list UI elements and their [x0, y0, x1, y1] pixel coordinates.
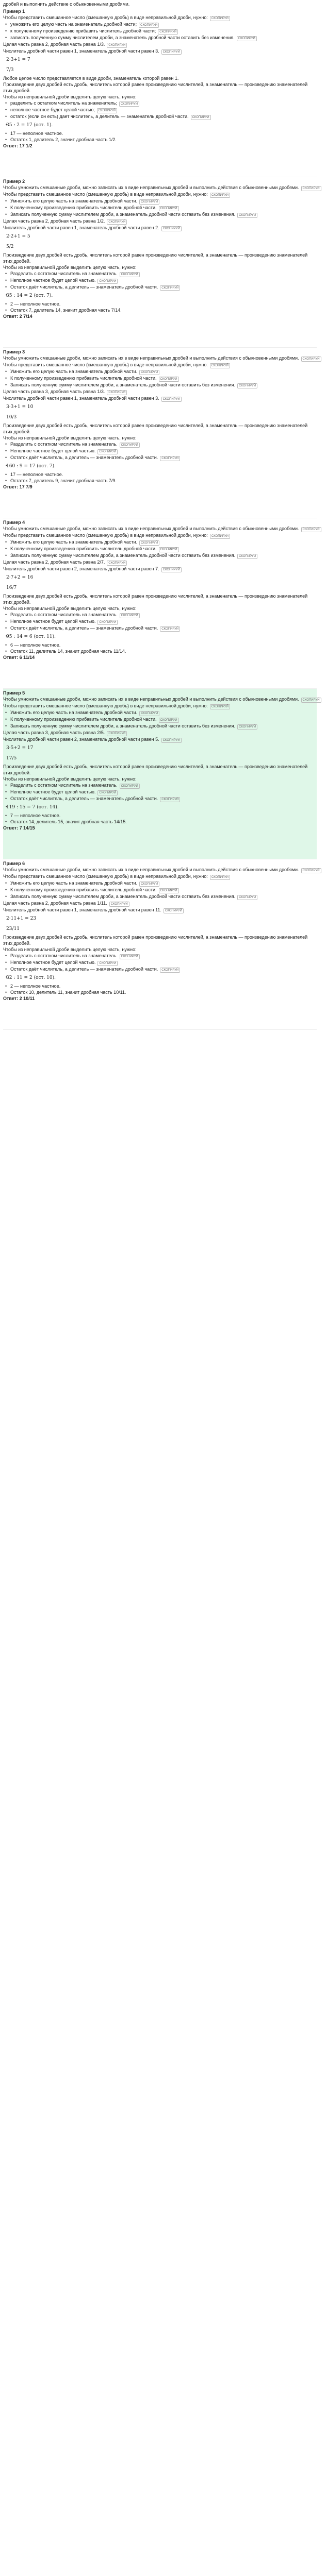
copy-tag[interactable]: СКОПИРУЙ	[97, 790, 118, 795]
frac-rule: Чтобы из неправильной дроби выделить целую часть, нужно:	[3, 776, 137, 782]
example-block	[3, 7, 317, 177]
answer-line: Ответ: 2 10/11	[3, 996, 35, 1001]
copy-tag[interactable]: СКОПИРУЙ	[119, 101, 139, 107]
remainder-line: • Остаток 1, делитель 2, значит дробная часть 1/2.	[3, 137, 317, 143]
frac-step: • Неполное частное будет целой частью. СКОПИРУЙ	[3, 448, 317, 454]
copy-tag[interactable]: СКОПИРУЙ	[237, 383, 257, 388]
frac-step: • разделить с остатком числитель на знаменатель; СКОПИРУЙ	[3, 100, 317, 107]
spacer	[3, 149, 317, 157]
quotient-line: • 7 — неполное частное.	[3, 812, 317, 819]
step-text: Целая часть равна 2, дробная часть равна 1/3. СКОПИРУЙ	[3, 41, 317, 48]
copy-tag[interactable]: СКОПИРУЙ	[120, 613, 140, 618]
copy-tag[interactable]: СКОПИРУЙ	[120, 784, 140, 789]
copy-tag[interactable]: СКОПИРУЙ	[237, 554, 257, 559]
calc-formula: 2·11+1 = 23	[6, 916, 37, 921]
calc-formula: 5/2	[6, 244, 14, 249]
spacer	[3, 165, 317, 174]
mult-rule: Произведение двух дробей есть дробь, числитель которой равен произведению числителей, а знаменатель — произведению знаменателей этих дробей.	[3, 935, 308, 946]
frac-step: • Разделить с остатком числитель на знаменатель. СКОПИРУЙ	[3, 953, 317, 959]
remainder-line: • Остаток 7, делитель 14, значит дробная часть 7/14.	[3, 307, 317, 313]
copy-tag[interactable]: СКОПИРУЙ	[210, 363, 230, 368]
copy-tag[interactable]: СКОПИРУЙ	[210, 16, 230, 21]
copy-tag[interactable]: СКОПИРУЙ	[139, 540, 159, 546]
step-text: • Умножить его целую часть на знаменатель дробной части. СКОПИРУЙ	[3, 709, 317, 716]
spacer	[3, 677, 317, 685]
step-text: Целая часть равна 2, дробная часть равна 1/2. СКОПИРУЙ	[3, 218, 317, 225]
frac-step: • Остаток даёт числитель, а делитель — знаменатель дробной части. СКОПИРУЙ	[3, 966, 317, 973]
frac-step: • Остаток даёт числитель, а делитель — знаменатель дробной части. СКОПИРУЙ	[3, 454, 317, 461]
step-text: • Умножить его целую часть на знаменатель дробной части. СКОПИРУЙ	[3, 198, 317, 205]
remainder-line: • Остаток 14, делитель 15, значит дробная часть 14/15.	[3, 819, 317, 825]
step-text: • Умножить его целую часть на знаменатель дробной части. СКОПИРУЙ	[3, 880, 317, 887]
example-title: Пример 3	[3, 349, 25, 354]
copy-tag[interactable]: СКОПИРУЙ	[164, 908, 184, 913]
calc-formula: 23/11	[6, 926, 20, 931]
answer-line: Ответ: 6 11/14	[3, 655, 35, 660]
copy-tag[interactable]: СКОПИРУЙ	[107, 43, 127, 48]
frac-rule: Чтобы из неправильной дроби выделить целую часть, нужно:	[3, 606, 137, 611]
copy-tag[interactable]: СКОПИРУЙ	[139, 711, 159, 716]
calc-formula: 2·3+1 = 7	[6, 57, 30, 62]
calc-formula: 17/5	[6, 756, 17, 761]
answer-line: Ответ: 2 7/14	[3, 314, 32, 319]
step-text: Числитель дробной части равен 1, знаменатель дробной части равен 2. СКОПИРУЙ	[3, 225, 317, 231]
copy-tag[interactable]: СКОПИРУЙ	[159, 377, 179, 382]
copy-tag[interactable]: СКОПИРУЙ	[97, 279, 118, 284]
frac-step: • Неполное частное будет целой частью. СКОПИРУЙ	[3, 277, 317, 284]
step-text: • записать полученную сумму числителем дроби, а знаменатель дробной части оставить без изменения. СКОПИРУЙ	[3, 35, 317, 41]
step-text: Чтобы представить смешанное число (смешанную дробь) в виде неправильной дроби, нужно: СКОПИРУЙ	[3, 873, 317, 880]
step-text: • К полученному произведению прибавить числитель дробной части. СКОПИРУЙ	[3, 546, 317, 552]
rule-text: Любое целое число представляется в виде дроби, знаменатель которой равен 1.	[3, 76, 179, 81]
step-text: Целая часть равна 3, дробная часть равна 2/5. СКОПИРУЙ	[3, 730, 317, 736]
mult-rule: Произведение двух дробей есть дробь, числитель которой равен произведению числителей, а знаменатель — произведению знаменателей этих дробей.	[3, 423, 308, 434]
step-text: Числитель дробной части равен 1, знаменатель дробной части равен 11. СКОПИРУЙ	[3, 907, 317, 913]
frac-rule: Чтобы из неправильной дроби выделить целую часть, нужно:	[3, 947, 137, 952]
division-line: • 160 : 9 = 17 (ост. 7).	[3, 461, 317, 471]
copy-tag[interactable]: СКОПИРУЙ	[161, 738, 182, 743]
step-text: • Записать полученную сумму числителем дроби, а знаменатель дробной части оставить без изменения. СКОПИРУЙ	[3, 382, 317, 388]
copy-tag[interactable]: СКОПИРУЙ	[160, 626, 180, 632]
quotient-line: • 6 — неполное частное.	[3, 642, 317, 648]
step-text: • к полученному произведению прибавить числитель дробной части; СКОПИРУЙ	[3, 28, 317, 35]
copy-tag[interactable]: СКОПИРУЙ	[107, 390, 127, 395]
step-text: Чтобы представить смешанное число (смешанную дробь) в виде неправильной дроби, нужно: СКОПИРУЙ	[3, 703, 317, 709]
copy-tag[interactable]: СКОПИРУЙ	[158, 29, 178, 35]
frac-step: • Разделить с остатком числитель на знаменатель. СКОПИРУЙ	[3, 782, 317, 789]
copy-tag[interactable]: СКОПИРУЙ	[237, 724, 257, 730]
copy-tag[interactable]: СКОПИРУЙ	[301, 868, 321, 873]
step-text: Чтобы умножить смешанные дроби, можно записать их в виде неправильных дробей и выполнить действия с обыкновенными дробями. СКОПИРУЙ	[3, 696, 317, 703]
calc-formula: 10/3	[6, 415, 17, 420]
copy-tag[interactable]: СКОПИРУЙ	[139, 882, 159, 887]
step-text: Целая часть равна 2, дробная часть равна 1/11. СКОПИРУЙ	[3, 900, 317, 907]
calc-formula: 7/3	[6, 67, 14, 73]
mult-rule: Произведение двух дробей есть дробь, числитель которой равен произведению числителей, а знаменатель — произведению знаменателей этих дробей.	[3, 82, 308, 93]
step-text: Чтобы представить смешанное число (смешанную дробь) в виде неправильной дроби, нужно: СКОПИРУЙ	[3, 532, 317, 539]
copy-tag[interactable]: СКОПИРУЙ	[139, 370, 159, 375]
copy-tag[interactable]: СКОПИРУЙ	[210, 534, 230, 539]
division-line: • 95 : 14 = 6 (ост. 11).	[3, 632, 317, 642]
frac-rule: Чтобы из неправильной дроби выделить целую часть, нужно:	[3, 94, 137, 99]
copy-tag[interactable]: СКОПИРУЙ	[139, 199, 159, 205]
copy-tag[interactable]: СКОПИРУЙ	[161, 49, 182, 55]
copy-tag[interactable]: СКОПИРУЙ	[161, 567, 182, 572]
step-text: Чтобы представить смешанное число (смешанную дробь) в виде неправильной дроби, нужно: СКОПИРУЙ	[3, 362, 317, 368]
remainder-line: • Остаток 10, делитель 11, значит дробная часть 10/11.	[3, 989, 317, 995]
copy-tag[interactable]: СКОПИРУЙ	[161, 226, 182, 231]
example-block	[3, 177, 320, 348]
step-text: Целая часть равна 3, дробная часть равна 1/3. СКОПИРУЙ	[3, 388, 317, 395]
copy-tag[interactable]: СКОПИРУЙ	[161, 397, 182, 402]
example-title: Пример 2	[3, 179, 25, 184]
frac-step: • Неполное частное будет целой частью. СКОПИРУЙ	[3, 618, 317, 625]
copy-tag[interactable]: СКОПИРУЙ	[159, 547, 179, 552]
spacer	[3, 319, 317, 328]
frac-step: • остаток (если он есть) дает числитель, а делитель — знаменатель дробной части. СКОПИРУЙ	[3, 113, 317, 120]
copy-tag[interactable]: СКОПИРУЙ	[159, 206, 179, 211]
copy-tag[interactable]: СКОПИРУЙ	[107, 731, 127, 736]
division-line: • 35 : 14 = 2 (ост. 7).	[3, 291, 317, 301]
copy-tag[interactable]: СКОПИРУЙ	[120, 954, 140, 959]
frac-step: • Остаток даёт числитель, а делитель — знаменатель дробной части. СКОПИРУЙ	[3, 625, 317, 632]
step-text: Числитель дробной части равен 1, знаменатель дробной части равен 3. СКОПИРУЙ	[3, 48, 317, 55]
example-title: Пример 6	[3, 861, 25, 866]
division-line: • 119 : 15 = 7 (ост. 14).	[3, 802, 317, 812]
quotient-line: • 17 — неполное частное.	[3, 130, 317, 137]
step-text: • К полученному произведению прибавить числитель дробной части. СКОПИРУЙ	[3, 887, 317, 893]
quotient-line: • 2 — неполное частное.	[3, 301, 317, 307]
step-text: Чтобы умножить смешанные дроби, можно записать их в виде неправильных дробей и выполнить действия с обыкновенными дробями. СКОПИРУЙ	[3, 184, 317, 191]
step-text: • Умножить его целую часть на знаменатель дробной части. СКОПИРУЙ	[3, 368, 317, 375]
division-line: • 32 : 11 = 2 (ост. 10).	[3, 973, 317, 983]
spacer	[3, 1018, 317, 1026]
calc-formula: 2·7+2 = 16	[6, 575, 34, 580]
step-text: Чтобы умножить смешанные дроби, можно записать их в виде неправильных дробей и выполнить действия с обыкновенными дробями. СКОПИРУЙ	[3, 526, 317, 532]
step-text: Числитель дробной части равен 2, знаменатель дробной части равен 5. СКОПИРУЙ	[3, 736, 317, 743]
spacer	[3, 1010, 317, 1018]
copy-tag[interactable]: СКОПИРУЙ	[210, 875, 230, 880]
mult-rule: Произведение двух дробей есть дробь, числитель которой равен произведению числителей, а знаменатель — произведению знаменателей этих дробей.	[3, 764, 308, 775]
copy-tag[interactable]: СКОПИРУЙ	[160, 456, 180, 461]
step-text: • Записать полученную сумму числителем дроби, а знаменатель дробной части оставить без изменения. СКОПИРУЙ	[3, 723, 317, 730]
step-text: Целая часть равна 2, дробная часть равна 2/7. СКОПИРУЙ	[3, 559, 317, 566]
copy-tag[interactable]: СКОПИРУЙ	[107, 219, 127, 225]
frac-rule: Чтобы из неправильной дроби выделить целую часть, нужно:	[3, 265, 137, 270]
answer-line: Ответ: 7 14/15	[3, 825, 35, 831]
copy-tag[interactable]: СКОПИРУЙ	[120, 272, 140, 277]
copy-tag[interactable]: СКОПИРУЙ	[191, 115, 211, 120]
remainder-line: • Остаток 7, делитель 9, значит дробная часть 7/9.	[3, 478, 317, 484]
step-text: Числитель дробной части равен 2, знаменатель дробной части равен 7. СКОПИРУЙ	[3, 566, 317, 572]
spacer	[3, 839, 317, 848]
step-text: Чтобы представить смешанное число (смешанную дробь) в виде неправильной дроби, нужно: СКОПИРУЙ	[3, 14, 317, 21]
copy-tag[interactable]: СКОПИРУЙ	[97, 108, 117, 113]
copy-tag[interactable]: СКОПИРУЙ	[237, 213, 257, 218]
example-title: Пример 5	[3, 690, 25, 696]
step-text: • К полученному произведению прибавить числитель дробной части. СКОПИРУЙ	[3, 375, 317, 382]
intro-text: дробей и выполнить действие с обыкновенными дробями.	[3, 2, 130, 7]
division-line: • 35 : 2 = 17 (ост. 1).	[3, 120, 317, 130]
spacer	[3, 336, 317, 344]
example-title: Пример 1	[3, 9, 25, 14]
spacer	[3, 328, 317, 336]
frac-step: • Разделить с остатком числитель на знаменатель. СКОПИРУЙ	[3, 612, 317, 618]
calc-formula: 3·5+2 = 17	[6, 745, 34, 751]
frac-step: • Остаток даёт числитель, а делитель — знаменатель дробной части. СКОПИРУЙ	[3, 284, 317, 291]
spacer	[3, 1002, 317, 1010]
step-text: • Записать полученную сумму числителем дроби, а знаменатель дробной части оставить без изменения. СКОПИРУЙ	[3, 893, 317, 900]
answer-line: Ответ: 17 7/9	[3, 484, 32, 489]
example-block	[3, 348, 320, 518]
copy-tag[interactable]: СКОПИРУЙ	[301, 527, 321, 532]
calc-formula: 16/7	[6, 585, 17, 590]
copy-tag[interactable]: СКОПИРУЙ	[97, 449, 118, 454]
frac-step: • Разделить с остатком числитель на знаменатель. СКОПИРУЙ	[3, 441, 317, 448]
copy-tag[interactable]: СКОПИРУЙ	[160, 285, 180, 291]
frac-rule: Чтобы из неправильной дроби выделить целую часть, нужно:	[3, 435, 137, 440]
answer-line: Ответ: 17 1/2	[3, 143, 32, 148]
spacer	[3, 490, 317, 498]
spacer	[3, 831, 317, 839]
example-title: Пример 4	[3, 520, 25, 525]
spacer	[3, 157, 317, 165]
example-block	[3, 518, 320, 689]
copy-tag[interactable]: СКОПИРУЙ	[139, 23, 159, 28]
spacer	[3, 669, 317, 677]
quotient-line: • 2 — неполное частное.	[3, 983, 317, 989]
mult-rule: Произведение двух дробей есть дробь, числитель которой равен произведению числителей, а знаменатель — произведению знаменателей этих дробей.	[3, 594, 308, 605]
copy-tag[interactable]: СКОПИРУЙ	[120, 443, 140, 448]
frac-step: • Разделить с остатком числитель на знаменатель. СКОПИРУЙ	[3, 270, 317, 277]
step-text: • Записать полученную сумму числителем дроби, а знаменатель дробной части оставить без изменения. СКОПИРУЙ	[3, 552, 317, 559]
spacer	[3, 506, 317, 515]
quotient-line: • 17 — неполное частное.	[3, 471, 317, 478]
calc-formula: 3·3+1 = 10	[6, 404, 34, 410]
copy-tag[interactable]: СКОПИРУЙ	[97, 961, 118, 966]
spacer	[3, 498, 317, 506]
step-text: Числитель дробной части равен 1, знаменатель дробной части равен 3. СКОПИРУЙ	[3, 395, 317, 402]
copy-tag[interactable]: СКОПИРУЙ	[210, 704, 230, 709]
copy-tag[interactable]: СКОПИРУЙ	[159, 718, 179, 723]
step-text: Чтобы умножить смешанные дроби, можно записать их в виде неправильных дробей и выполнить действия с обыкновенными дробями. СКОПИРУЙ	[3, 867, 317, 873]
calc-formula: 2·2+1 = 5	[6, 234, 30, 239]
copy-tag[interactable]: СКОПИРУЙ	[159, 888, 179, 893]
step-text: Чтобы представить смешанное число (смешанную дробь) в виде неправильной дроби, нужно: СКОПИРУЙ	[3, 191, 317, 198]
example-block	[3, 689, 320, 859]
copy-tag[interactable]: СКОПИРУЙ	[210, 193, 230, 198]
step-text: • умножить его целую часть на знаменатель дробной части; СКОПИРУЙ	[3, 21, 317, 28]
copy-tag[interactable]: СКОПИРУЙ	[237, 895, 257, 900]
copy-tag[interactable]: СКОПИРУЙ	[237, 36, 257, 41]
step-text: • К полученному произведению прибавить числитель дробной части. СКОПИРУЙ	[3, 205, 317, 211]
spacer	[3, 660, 317, 669]
remainder-line: • Остаток 11, делитель 14, значит дробная часть 11/14.	[3, 648, 317, 654]
copy-tag[interactable]: СКОПИРУЙ	[109, 902, 129, 907]
copy-tag[interactable]: СКОПИРУЙ	[160, 968, 180, 973]
example-block	[3, 859, 320, 1030]
step-text: • К полученному произведению прибавить числитель дробной части. СКОПИРУЙ	[3, 716, 317, 723]
mult-rule: Произведение двух дробей есть дробь, числитель которой равен произведению числителей, а знаменатель — произведению знаменателей этих дробей.	[3, 252, 308, 264]
frac-step: • Неполное частное будет целой частью. СКОПИРУЙ	[3, 789, 317, 795]
frac-step: • Неполное частное будет целой частью. СКОПИРУЙ	[3, 959, 317, 966]
step-text: Чтобы умножить смешанные дроби, можно записать их в виде неправильных дробей и выполнить действия с обыкновенными дробями. СКОПИРУЙ	[3, 355, 317, 362]
copy-tag[interactable]: СКОПИРУЙ	[301, 357, 321, 362]
spacer	[3, 848, 317, 856]
copy-tag[interactable]: СКОПИРУЙ	[301, 186, 321, 191]
frac-step: • неполное частное будет целой частью; СКОПИРУЙ	[3, 107, 317, 113]
copy-tag[interactable]: СКОПИРУЙ	[97, 620, 118, 625]
step-text: • Умножить его целую часть на знаменатель дробной части. СКОПИРУЙ	[3, 539, 317, 546]
frac-step: • Остаток даёт числитель, а делитель — знаменатель дробной части. СКОПИРУЙ	[3, 795, 317, 802]
copy-tag[interactable]: СКОПИРУЙ	[107, 561, 127, 566]
examples-list	[3, 7, 320, 1030]
copy-tag[interactable]: СКОПИРУЙ	[160, 797, 180, 802]
copy-tag[interactable]: СКОПИРУЙ	[301, 698, 321, 703]
step-text: • Записать полученную сумму числителем дроби, а знаменатель дробной части оставить без изменения. СКОПИРУЙ	[3, 211, 317, 218]
